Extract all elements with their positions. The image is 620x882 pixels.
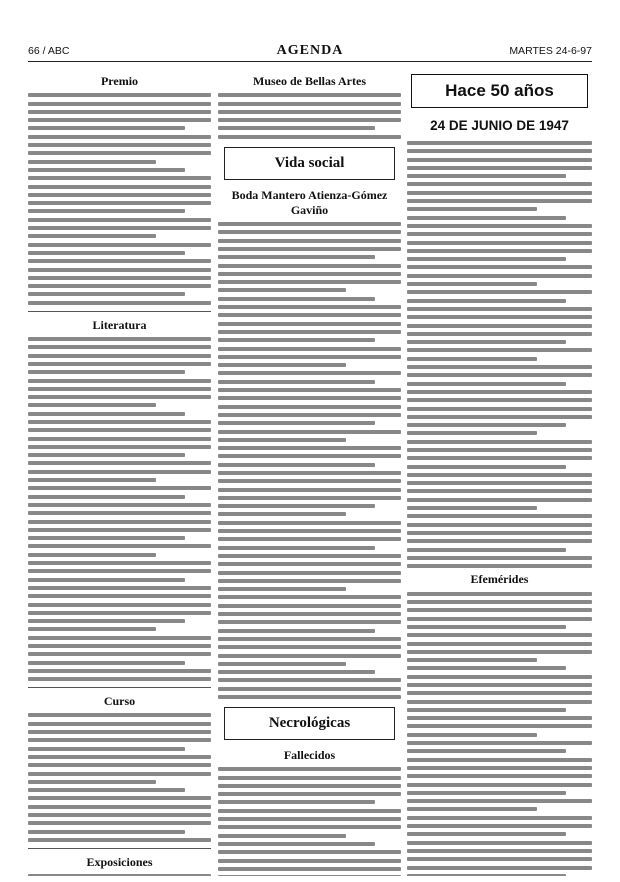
text-line (407, 365, 592, 369)
text-line (218, 380, 375, 384)
necrologicas-box: Necrológicas (224, 707, 395, 740)
section-title: AGENDA (276, 43, 344, 58)
text-line (407, 625, 566, 629)
text-line (407, 282, 537, 286)
text-line (218, 562, 401, 566)
text-line (218, 554, 401, 558)
text-line (28, 93, 211, 97)
text-line (28, 259, 211, 263)
text-line (407, 390, 592, 394)
text-line (407, 799, 592, 803)
text-line (28, 661, 185, 665)
text-line (28, 520, 211, 524)
text-line (218, 272, 401, 276)
text-line (218, 405, 401, 409)
text-line (407, 166, 592, 170)
text-line (28, 110, 211, 114)
text-line (28, 118, 211, 122)
fallecidos-body (218, 767, 401, 876)
text-line (407, 407, 592, 411)
text-line (407, 564, 592, 568)
text-line (28, 821, 211, 825)
vida-social-box: Vida social (224, 147, 395, 180)
text-line (407, 473, 592, 477)
text-line (218, 537, 401, 541)
text-line (28, 478, 156, 482)
text-line (407, 531, 592, 535)
text-line (407, 857, 592, 861)
divider (28, 848, 211, 849)
text-line (218, 363, 346, 367)
section-body (28, 93, 211, 304)
text-line (407, 523, 592, 527)
text-line (28, 209, 185, 213)
text-line (218, 388, 401, 392)
page-number: 66 / ABC (28, 45, 70, 57)
text-line (28, 652, 211, 656)
text-line (218, 297, 375, 301)
text-line (218, 834, 346, 838)
text-line (218, 529, 401, 533)
text-line (218, 800, 375, 804)
divider (28, 311, 211, 312)
text-line (407, 556, 592, 560)
text-line (407, 232, 592, 236)
text-line (407, 431, 537, 435)
text-line (28, 176, 211, 180)
text-line (407, 307, 592, 311)
text-line (407, 514, 592, 518)
text-line (28, 218, 211, 222)
page-header (28, 43, 592, 62)
text-line (407, 816, 592, 820)
text-line (407, 783, 592, 787)
text-line (218, 654, 401, 658)
text-line (218, 776, 401, 780)
text-line (407, 265, 592, 269)
text-line (28, 453, 185, 457)
museum-heading: Museo de Bellas Artes (253, 74, 366, 88)
text-line (28, 644, 211, 648)
text-line (218, 604, 401, 608)
text-line (407, 332, 592, 336)
text-line (407, 415, 592, 419)
text-line (407, 675, 592, 679)
text-line (28, 730, 211, 734)
text-line (218, 118, 401, 122)
text-line (28, 528, 211, 532)
text-line (28, 445, 211, 449)
text-line (407, 866, 592, 870)
section-heading: Exposiciones (86, 854, 153, 869)
text-line (28, 763, 211, 767)
text-line (407, 666, 566, 670)
text-line (407, 149, 592, 153)
section-body (28, 874, 211, 876)
text-line (28, 143, 211, 147)
text-line (407, 498, 592, 502)
text-line (218, 784, 401, 788)
text-line (28, 243, 211, 247)
issue-date: MARTES 24-6-97 (509, 45, 592, 57)
text-line (218, 305, 401, 309)
boda-heading: Boda Mantero Atienza-Gómez Gaviño (231, 187, 388, 217)
text-line (218, 135, 401, 139)
text-line (28, 437, 211, 441)
text-line (28, 345, 211, 349)
text-line (407, 724, 592, 728)
text-line (28, 594, 211, 598)
text-line (407, 617, 592, 621)
text-line (407, 257, 566, 261)
text-line (218, 587, 346, 591)
divider (28, 687, 211, 688)
text-line (28, 503, 211, 507)
text-line (218, 670, 375, 674)
text-line (28, 611, 211, 615)
text-line (28, 713, 211, 717)
text-line (28, 536, 185, 540)
text-line (28, 586, 211, 590)
text-line (28, 788, 185, 792)
text-line (218, 488, 401, 492)
text-line (407, 224, 592, 228)
text-line (28, 276, 211, 280)
text-line (28, 780, 156, 784)
text-line (407, 539, 592, 543)
date-heading: 24 DE JUNIO DE 1947 (430, 118, 569, 133)
text-line (407, 874, 566, 876)
text-line (407, 340, 566, 344)
text-line (218, 612, 401, 616)
text-line (218, 687, 401, 691)
text-line (218, 255, 375, 259)
text-line (218, 102, 401, 106)
text-line (218, 126, 375, 130)
text-line (407, 315, 592, 319)
text-line (407, 650, 592, 654)
text-line (218, 430, 401, 434)
text-line (407, 456, 592, 460)
text-line (407, 440, 592, 444)
text-line (407, 766, 592, 770)
text-line (218, 695, 401, 699)
text-line (218, 239, 401, 243)
text-line (28, 561, 211, 565)
text-line (28, 569, 211, 573)
fallecidos-heading: Fallecidos (283, 748, 336, 762)
text-line (407, 700, 592, 704)
efemerides-heading: Efemérides (470, 572, 529, 587)
text-line (407, 691, 592, 695)
hace-50-anos-box: Hace 50 años (411, 74, 588, 108)
text-line (218, 512, 346, 516)
text-line (218, 825, 401, 829)
text-line (28, 412, 185, 416)
text-line (28, 284, 211, 288)
text-line (218, 767, 401, 771)
text-line (28, 738, 211, 742)
text-line (407, 348, 592, 352)
text-line (218, 504, 375, 508)
text-line (407, 398, 592, 402)
text-line (218, 637, 401, 641)
text-line (28, 544, 211, 548)
text-line (28, 126, 185, 130)
text-line (218, 454, 401, 458)
text-line (28, 226, 211, 230)
text-line (28, 553, 156, 557)
text-line (28, 677, 211, 681)
text-line (218, 496, 401, 500)
article-body (407, 141, 592, 568)
text-line (218, 438, 346, 442)
text-line (28, 185, 211, 189)
section-heading: Curso (103, 694, 136, 709)
text-line (407, 274, 592, 278)
section-body (28, 713, 211, 841)
text-line (407, 608, 592, 612)
text-line (28, 201, 211, 205)
text-line (28, 362, 211, 366)
text-line (407, 708, 566, 712)
text-line (28, 387, 211, 391)
text-line (28, 830, 185, 834)
text-line (218, 264, 401, 268)
text-line (28, 234, 156, 238)
text-line (407, 506, 537, 510)
text-line (407, 241, 592, 245)
text-line (218, 850, 401, 854)
text-line (28, 370, 185, 374)
text-line (407, 683, 592, 687)
text-line (407, 423, 566, 427)
text-line (28, 772, 211, 776)
text-line (28, 874, 211, 876)
boda-body (218, 222, 401, 699)
text-line (28, 102, 211, 106)
text-line (28, 395, 211, 399)
text-line (28, 301, 211, 305)
text-line (407, 324, 592, 328)
text-line (218, 347, 401, 351)
text-line (28, 619, 185, 623)
text-line (28, 193, 211, 197)
text-line (218, 355, 401, 359)
text-line (28, 160, 156, 164)
text-line (28, 354, 211, 358)
text-line (218, 396, 401, 400)
text-line (28, 636, 211, 640)
text-line (407, 716, 592, 720)
section-heading: Premio (100, 74, 139, 88)
text-line (407, 290, 592, 294)
text-line (407, 749, 566, 753)
text-line (28, 627, 156, 631)
text-line (218, 792, 401, 796)
column-center (218, 68, 401, 876)
text-line (407, 733, 537, 737)
text-line (28, 292, 185, 296)
text-line (407, 633, 592, 637)
text-line (407, 489, 592, 493)
text-line (407, 199, 592, 203)
text-line (218, 222, 401, 226)
text-line (218, 421, 375, 425)
text-line (28, 151, 211, 155)
text-line (407, 382, 566, 386)
text-line (28, 578, 185, 582)
text-line (407, 658, 537, 662)
text-line (218, 842, 375, 846)
text-line (218, 471, 401, 475)
column-left (28, 68, 211, 876)
text-line (218, 521, 401, 525)
text-line (407, 191, 592, 195)
text-line (407, 216, 566, 220)
text-line (28, 268, 211, 272)
text-line (407, 481, 592, 485)
text-line (218, 446, 401, 450)
text-line (218, 110, 401, 114)
efemerides-body (407, 592, 592, 876)
text-line (218, 645, 401, 649)
text-line (218, 662, 346, 666)
text-line (407, 841, 592, 845)
text-line (218, 629, 375, 633)
text-line (407, 849, 592, 853)
text-line (28, 486, 211, 490)
text-line (28, 838, 211, 842)
text-line (407, 373, 592, 377)
text-line (407, 824, 592, 828)
column-right (407, 68, 592, 876)
text-line (28, 251, 185, 255)
text-line (218, 571, 401, 575)
text-line (407, 141, 592, 145)
text-line (218, 817, 401, 821)
text-line (28, 755, 211, 759)
text-line (218, 809, 401, 813)
text-line (218, 867, 401, 871)
text-line (28, 805, 211, 809)
text-line (218, 93, 401, 97)
text-line (407, 174, 566, 178)
text-line (218, 247, 401, 251)
section-body (28, 337, 211, 681)
text-line (218, 479, 401, 483)
text-line (218, 413, 401, 417)
text-line (407, 249, 592, 253)
text-line (28, 813, 211, 817)
text-line (218, 678, 401, 682)
text-line (28, 722, 211, 726)
text-line (28, 420, 211, 424)
text-line (28, 461, 211, 465)
text-line (218, 859, 401, 863)
text-line (407, 158, 592, 162)
text-line (218, 280, 401, 284)
text-line (28, 428, 211, 432)
text-line (218, 875, 401, 876)
text-line (218, 595, 401, 599)
text-line (28, 511, 211, 515)
text-line (407, 642, 592, 646)
text-line (218, 288, 346, 292)
text-line (407, 299, 566, 303)
text-line (28, 603, 211, 607)
text-line (218, 546, 375, 550)
text-line (28, 747, 185, 751)
text-line (218, 620, 401, 624)
text-line (407, 758, 592, 762)
text-line (28, 135, 211, 139)
text-line (407, 600, 592, 604)
text-line (407, 592, 592, 596)
text-line (218, 330, 401, 334)
text-line (407, 807, 537, 811)
text-line (218, 338, 375, 342)
text-line (28, 403, 156, 407)
text-line (407, 741, 592, 745)
section-heading: Literatura (92, 317, 147, 332)
text-line (407, 182, 592, 186)
text-line (218, 322, 401, 326)
text-line (28, 379, 211, 383)
text-line (407, 207, 537, 211)
text-line (407, 465, 566, 469)
text-line (218, 230, 401, 234)
text-line (407, 774, 592, 778)
text-line (218, 371, 401, 375)
text-line (28, 168, 185, 172)
text-line (28, 796, 211, 800)
text-line (28, 337, 211, 341)
text-line (407, 548, 566, 552)
text-line (28, 470, 211, 474)
text-line (218, 579, 401, 583)
text-line (28, 495, 185, 499)
text-line (407, 448, 592, 452)
museum-body (218, 93, 401, 138)
text-line (407, 791, 566, 795)
text-line (407, 832, 566, 836)
text-line (28, 669, 211, 673)
text-line (218, 313, 401, 317)
text-line (218, 463, 375, 467)
text-line (407, 357, 537, 361)
